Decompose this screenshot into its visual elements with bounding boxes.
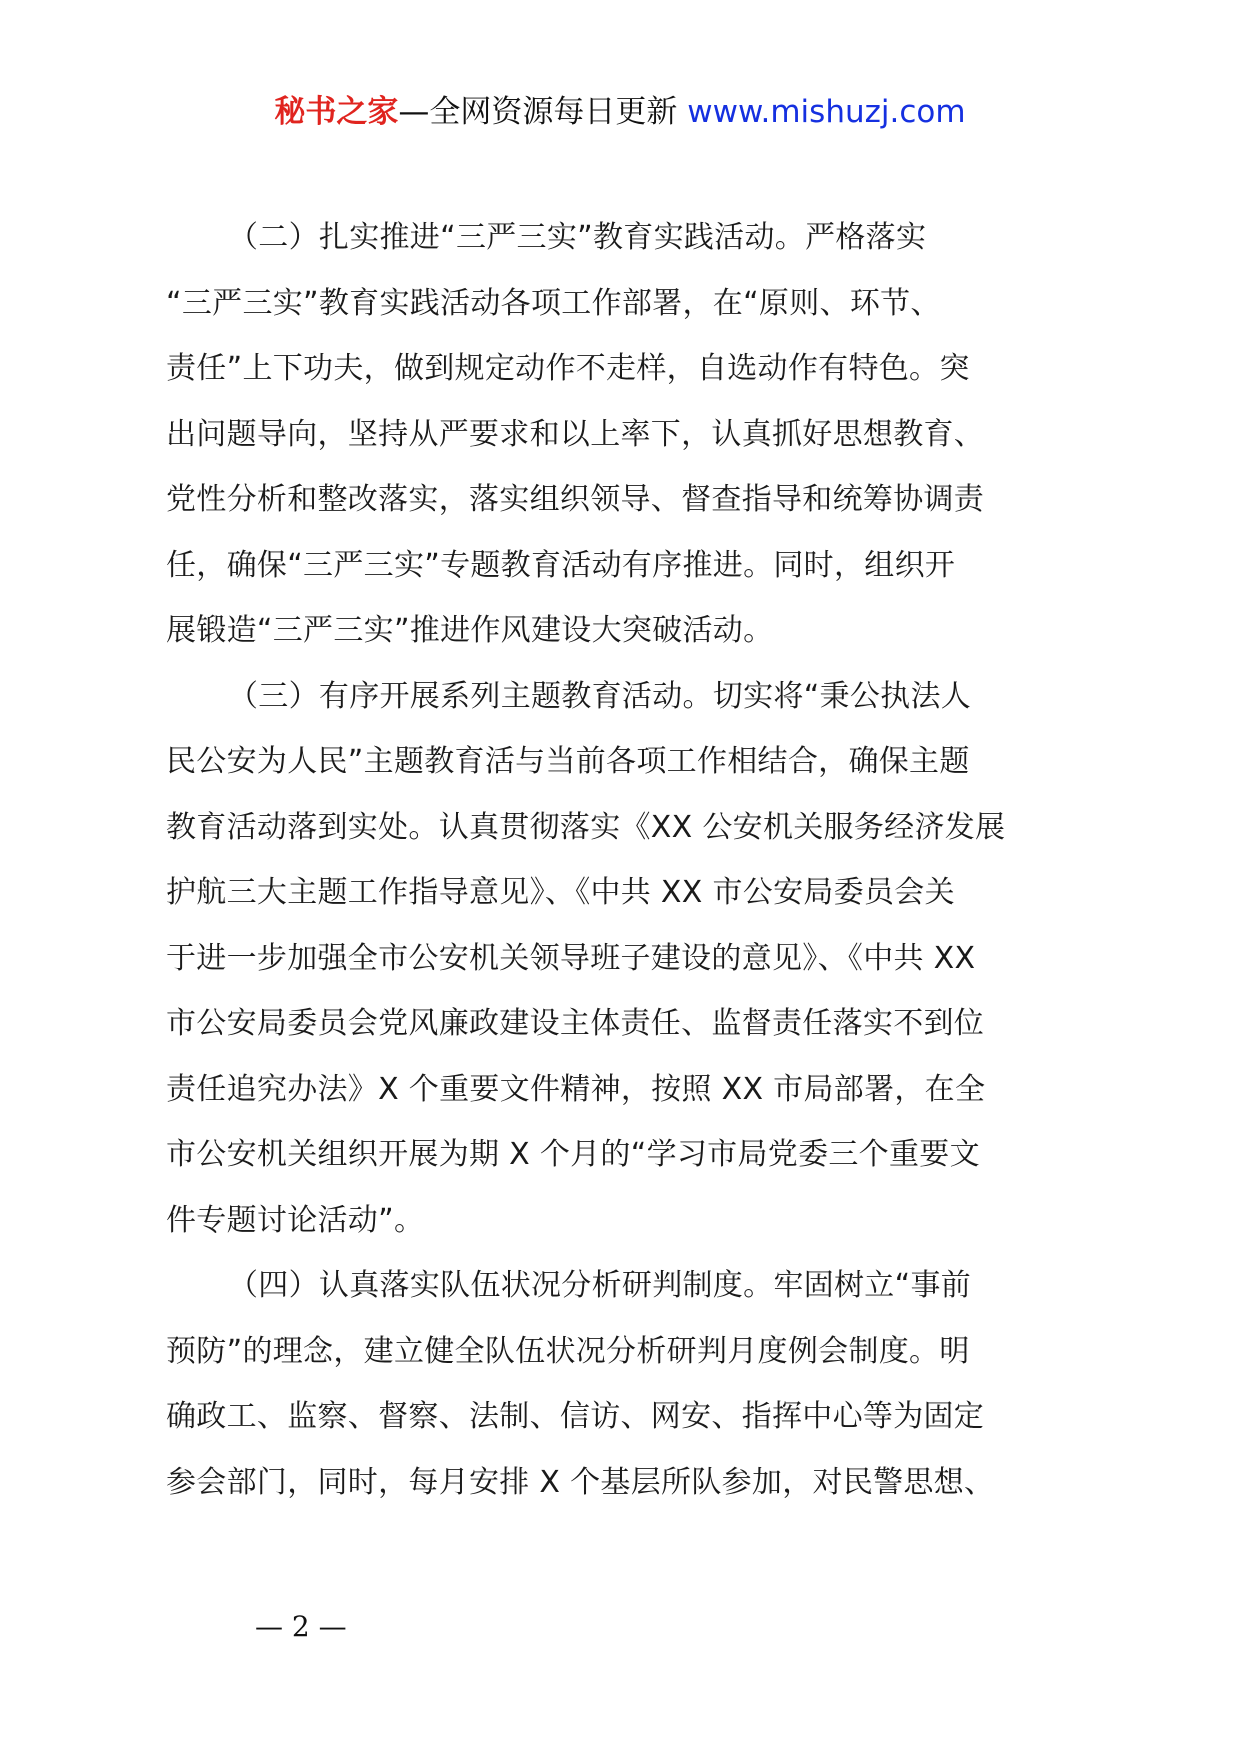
text-line: 党性分析和整改落实，落实组织领导、督查指导和统筹协调责 bbox=[166, 482, 985, 517]
text-line: 件专题讨论活动”。 bbox=[166, 1202, 425, 1238]
text-line: 责任”上下功夫，做到规定动作不走样，自选动作有特色。突 bbox=[166, 351, 970, 386]
text-line: 市公安机关组织开展为期 X 个月的“学习市局党委三个重要文 bbox=[166, 1137, 980, 1172]
text-line: 展锻造“三严三实”推进作风建设大突破活动。 bbox=[166, 613, 774, 648]
paragraph-first-line: （二）扎实推进“三严三实”教育实践活动。严格落实 bbox=[228, 220, 927, 255]
paragraph-first-line: （三）有序开展系列主题教育活动。切实将“秉公执法人 bbox=[228, 678, 972, 714]
text-line: 预防”的理念，建立健全队伍状况分析研判月度例会制度。明 bbox=[166, 1333, 970, 1369]
header-url-link[interactable]: www.mishuzj.com bbox=[687, 94, 966, 130]
text-line: 任，确保“三严三实”专题教育活动有序推进。同时，组织开 bbox=[166, 547, 956, 583]
text-line: 市公安局委员会党风廉政建设主体责任、监督责任落实不到位 bbox=[166, 1006, 985, 1041]
text-line: 护航三大主题工作指导意见》、《中共 XX 市公安局委员会关 bbox=[166, 875, 955, 910]
text-line: “三严三实”教育实践活动各项工作部署，在“原则、环节、 bbox=[166, 285, 941, 321]
document-body bbox=[166, 205, 1086, 1515]
page-number: — 2 — bbox=[255, 1610, 347, 1643]
text-line: 于进一步加强全市公安机关领导班子建设的意见》、《中共 XX bbox=[166, 940, 976, 976]
text-line: 参会部门，同时，每月安排 X 个基层所队参加，对民警思想、 bbox=[166, 1464, 995, 1500]
paragraph-first-line: （四）认真落实队伍状况分析研判制度。牢固树立“事前 bbox=[228, 1268, 972, 1303]
text-line: 责任追究办法》X 个重要文件精神，按照 XX 市局部署，在全 bbox=[166, 1071, 986, 1107]
text-line: 确政工、监察、督察、法制、信访、网安、指挥中心等为固定 bbox=[166, 1399, 985, 1434]
header-brand: 秘书之家 bbox=[274, 94, 399, 130]
text-line: 民公安为人民”主题教育活与当前各项工作相结合，确保主题 bbox=[166, 744, 970, 779]
text-line: 出问题导向，坚持从严要求和以上率下，认真抓好思想教育、 bbox=[166, 416, 985, 452]
page-header bbox=[0, 92, 1240, 132]
header-tagline: —全网资源每日更新 bbox=[398, 94, 678, 130]
text-line: 教育活动落到实处。认真贯彻落实《XX 公安机关服务经济发展 bbox=[166, 809, 1006, 845]
